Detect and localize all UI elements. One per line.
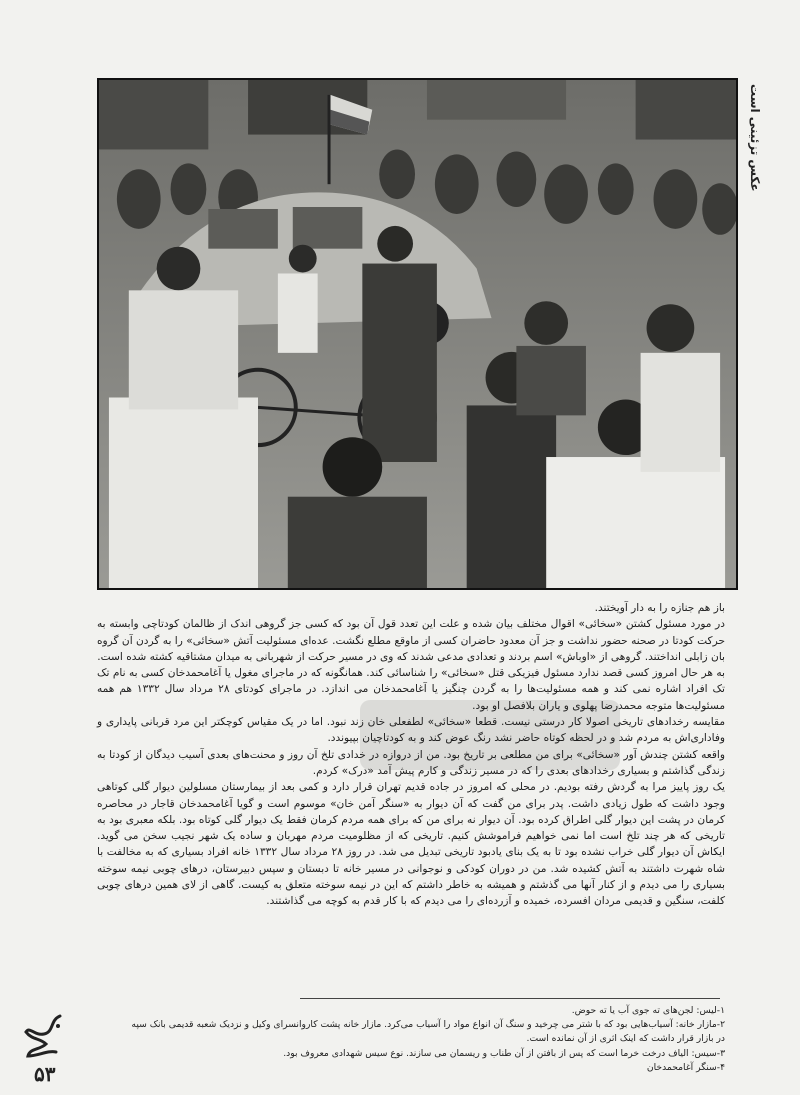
- article-paragraph: باز هم جنازه را به دار آویختند.: [594, 602, 725, 614]
- footnote-item: ۳-سیس: الیاف درخت خرما است که پس از بافتن از آن طناب و ریسمان می سازند. نوع سیس شهدادی معروف بود.: [283, 1047, 725, 1059]
- article-paragraph: در مورد مسئول کشتن «سخائی» اقوال مختلف بیان شده و علت این تعدد قول آن بود که کسی جز گروهی اندک از ظالمان کودتاچی وابسته به حرکت کودتا در صحنه حضور نداشت و جز آن معدود حاضران کسی از ماوقع مطلع نگشت. عده‌ای مسئولیت آتش «سخائی» را به گردن آن گروه بان زابلی انداختند. گروهی از «اوباش» اسم بردند و تعدادی مدعی شدند که وی در مسیر حرکت از شهربانی به میدان مشتاقیه کشته شده است.: [97, 618, 725, 663]
- footnote-divider: [300, 998, 720, 999]
- footnote-item: ۴-سنگر آغامحمدخان: [646, 1061, 725, 1073]
- footnote-item: ۱-لیس: لجن‌های ته جوی آب یا ته حوض.: [571, 1005, 725, 1016]
- page-number: ۵۳: [34, 1062, 56, 1086]
- article-paragraph: مقایسه رخدادهای تاریخی اصولا کار درستی نیست. قطعا «سخائی» لطفعلی خان زند نبود. اما در یک مقیاس کوچکتر این مرد قربانی پایداری و وفاداری‌اش به مردم شد و در لحظه کوتاه حاضر نشد رنگ عوض کند و به کودتاچیان بپیوندد.: [97, 716, 725, 745]
- crowd-photograph: [97, 78, 738, 590]
- article-paragraph: یک روز پاییز مرا به گردش رفته بودیم. در محلی که امروز در جاده قدیم تهران قرار دارد و کمی بعد از بیمارستان مسلولین دیوار گلی کوتاهی وجود داشت که طول زیادی داشت. پدر برای من گفت که آن دیوار به «سنگر آمن خان» موسوم است و گویا آغامحمدخان قاجار در محاصره کرمان در پشت این دیوار گلی اطراق کرده بود. آن دیوار نه برای من که برای همه مردم کرمان فقط یک دیوار گلی کوتاه بود. بلکه معبری بود به تاریخی که هر چند تلخ است اما نمی خواهیم فراموشش کنیم. تاریخی که از مظلومیت مردم مهربان و ساده یک شهر نجیب سخن می گوید. ایکاش آن دیوار گلی خراب نشده بود تا به یک بنای یادبود تاریخی تبدیل می شد. در روز ۲۸ مرداد سال ۱۳۳۲ خانه افراد بسیاری که به مخالفت با شاه شهرت داشتند به آتش کشیده شد. من در دوران کودکی و نوجوانی در مسیر خانه تا دبستان و سپس دبیرستان، درهای چوبی نیمه سوخته بسیاری را می دیدم و از کنار آنها می گذشتم و همیشه به خاطر داشتم که این در نیمه سوخته متعلق به کیست. گاهی از لای همین درهای چوبی کلفت، سنگین و قدیمی مردان افسرده، خمیده و آزرده‌ای را می دیدم که با کار قدم به کوچه می گذاشتند.: [97, 781, 725, 908]
- footnotes: [125, 1004, 725, 1075]
- article-paragraph: واقعه کشتن چندش آور «سخائی» برای من مطلعی بر تاریخ بود. من از دروازه در خدادی تلخ آن روز و محنت‌های بعدی آسیب دیدگان از کودتا به زندگی گذاشتم و بسیاری رخدادهای بعدی را که در مسیر زندگی و کارم پیش آمد «درک» کردم.: [97, 748, 725, 777]
- article-paragraph: به هر حال امروز کسی قصد ندارد مسئول فیزیکی قتل «سخائی» را شناسائی کند. همانگونه که در ماجرای مغول یا آغامحمدخان کسی به نام تک تک افراد اشاره نمی کند و همه مسئولیت‌ها را به گردن چنگیز یا آغامحمدخان می اندازد. در ماجرای کودتای ۲۸ مرداد سال ۱۳۳۲ هم همه مسئولیت‌ها متوجه محمدرضا پهلوی و یاران بلافصل او بود.: [97, 667, 725, 712]
- article-body: [97, 600, 725, 910]
- footnote-item: ۲-مازار خانه: آسیاب‌هایی بود که با شتر می چرخید و سنگ آن انواع مواد را آسیاب می‌کرد. مازار خانه پشت کاروانسرای وکیل و نزدیک شعبه قدیمی بانک سپه در بازار قرار داشت که اینک اثری از آن نمانده است.: [131, 1019, 725, 1045]
- photo-side-caption: عکس تزئینی است: [748, 84, 762, 192]
- photograph-illustration: [99, 80, 736, 588]
